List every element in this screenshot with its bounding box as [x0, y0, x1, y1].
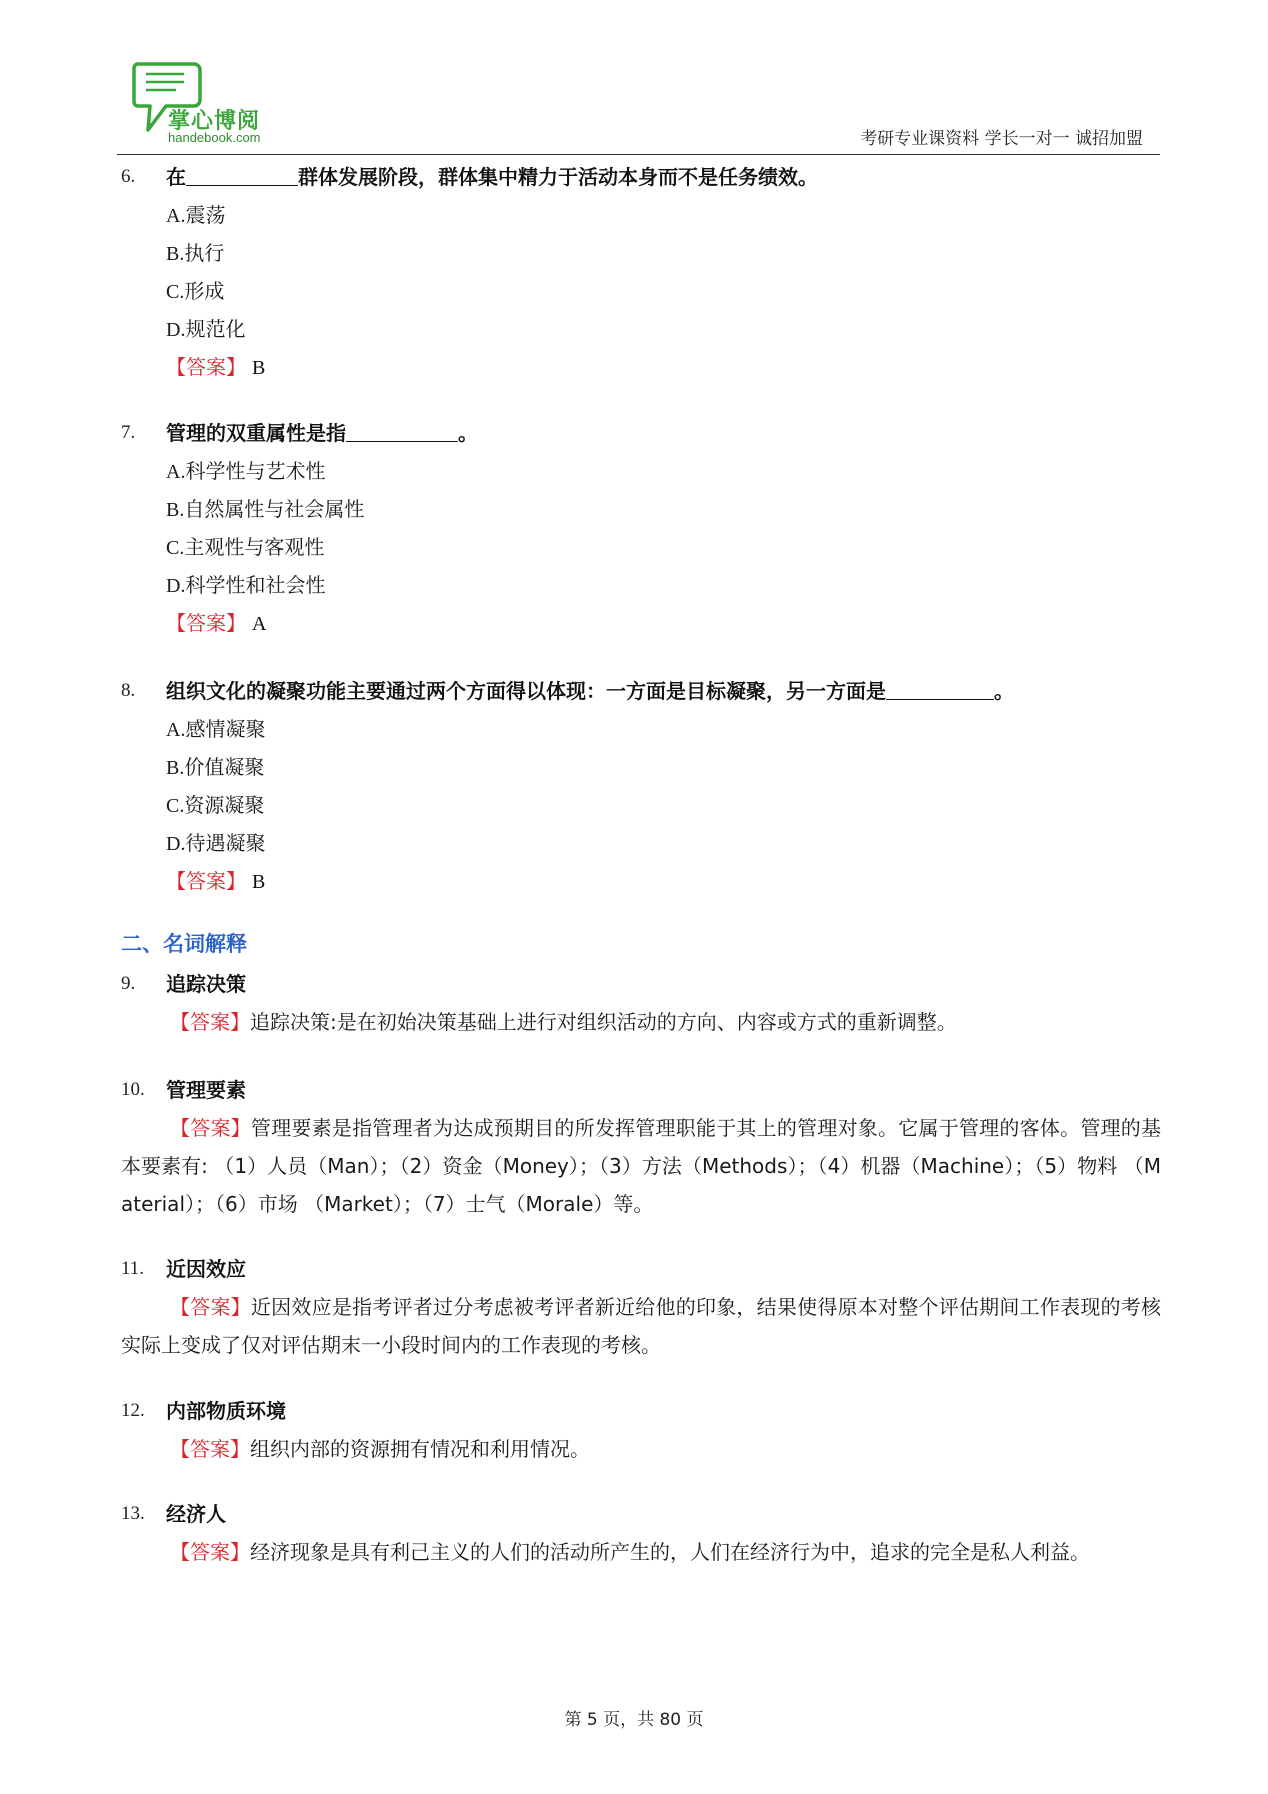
option-d: D.科学性和社会性	[166, 573, 326, 597]
answer-tag: 【答案】	[166, 355, 246, 379]
question-8	[121, 672, 1161, 900]
term-title: 经济人	[166, 1502, 226, 1526]
fill-blank	[346, 417, 458, 442]
option-a: A.感情凝聚	[166, 717, 266, 741]
answer-line	[121, 348, 1161, 386]
term-title: 管理要素	[166, 1078, 246, 1102]
question-number: 7.	[121, 422, 136, 443]
answer-line	[121, 604, 1161, 642]
header-slogan: 考研专业课资料 学长一对一 诚招加盟	[860, 129, 1143, 149]
answer-tag: 【答案】	[166, 869, 246, 893]
term-title: 追踪决策	[166, 972, 246, 996]
answer-tag: 【答案】	[170, 1295, 251, 1319]
question-6	[121, 158, 1161, 386]
term-answer: 【答案】追踪决策:是在初始决策基础上进行对组织活动的方向、内容或方式的重新调整。	[170, 1010, 957, 1034]
answer-tag: 【答案】	[170, 1010, 250, 1034]
question-7	[121, 414, 1161, 642]
answer-tag: 【答案】	[170, 1116, 251, 1140]
option-a: A.震荡	[166, 203, 226, 227]
term-10	[121, 1071, 1161, 1223]
term-answer: 【答案】经济现象是具有利己主义的人们的活动所产生的，人们在经济行为中，追求的完全是私人利益。	[170, 1540, 1090, 1564]
logo-chinese-text: 掌心博阅	[168, 109, 261, 134]
question-number: 6.	[121, 166, 136, 187]
term-number: 11.	[121, 1258, 145, 1279]
question-stem: 在 群体发展阶段，群体集中精力于活动本身而不是任务绩效。	[166, 158, 818, 196]
option-c: C.资源凝聚	[166, 793, 265, 817]
term-11	[121, 1250, 1161, 1364]
option-c: C.主观性与客观性	[166, 535, 325, 559]
answer-tag: 【答案】	[170, 1540, 250, 1564]
option-c: C.形成	[166, 279, 225, 303]
term-9	[121, 965, 1161, 1041]
answer-value: A	[252, 613, 267, 635]
answer-tag: 【答案】	[166, 611, 246, 635]
term-12	[121, 1392, 1161, 1468]
term-13	[121, 1495, 1161, 1571]
question-number: 8.	[121, 680, 136, 701]
answer-value: B	[252, 357, 266, 379]
answer-line	[121, 862, 1161, 900]
option-b: B.自然属性与社会属性	[166, 497, 365, 521]
option-d: D.规范化	[166, 317, 246, 341]
header-divider	[117, 154, 1160, 155]
option-b: B.价值凝聚	[166, 755, 265, 779]
page-footer: 第 5 页，共 80 页	[564, 1710, 704, 1730]
handebook-logo	[132, 60, 282, 160]
term-title: 内部物质环境	[166, 1399, 286, 1423]
term-number: 9.	[121, 973, 136, 994]
answer-tag: 【答案】	[170, 1437, 250, 1461]
option-a: A.科学性与艺术性	[166, 459, 326, 483]
option-b: B.执行	[166, 241, 225, 265]
term-answer: 【答案】管理要素是指管理者为达成预期目的所发挥管理职能于其上的管理对象。它属于管理的客体。管理的基本要素有: （1）人员（Man）；（2）资金（Money）；（3）方法（Methods）；（4）机器（Machine）；（5）物料 （Material）；（6）市场 （Market）；（7）士气（Morale）等。	[121, 1116, 1162, 1216]
question-stem: 组织文化的凝聚功能主要通过两个方面得以体现：一方面是目标凝聚，另一方面是 。	[166, 672, 1014, 710]
question-stem: 管理的双重属性是指 。	[166, 414, 478, 452]
term-answer: 【答案】组织内部的资源拥有情况和利用情况。	[170, 1437, 590, 1461]
term-number: 13.	[121, 1503, 145, 1524]
section-title: 二、名词解释	[121, 932, 247, 956]
term-number: 12.	[121, 1400, 145, 1421]
option-d: D.待遇凝聚	[166, 831, 266, 855]
term-title: 近因效应	[166, 1257, 246, 1281]
fill-blank	[186, 161, 298, 186]
logo-domain-text: handebook.com	[168, 130, 261, 145]
fill-blank	[886, 675, 994, 700]
answer-value: B	[252, 871, 266, 893]
term-number: 10.	[121, 1079, 145, 1100]
term-answer: 【答案】近因效应是指考评者过分考虑被考评者新近给他的印象，结果使得原本对整个评估期间工作表现的考核实际上变成了仅对评估期末一小段时间内的工作表现的考核。	[121, 1295, 1162, 1357]
